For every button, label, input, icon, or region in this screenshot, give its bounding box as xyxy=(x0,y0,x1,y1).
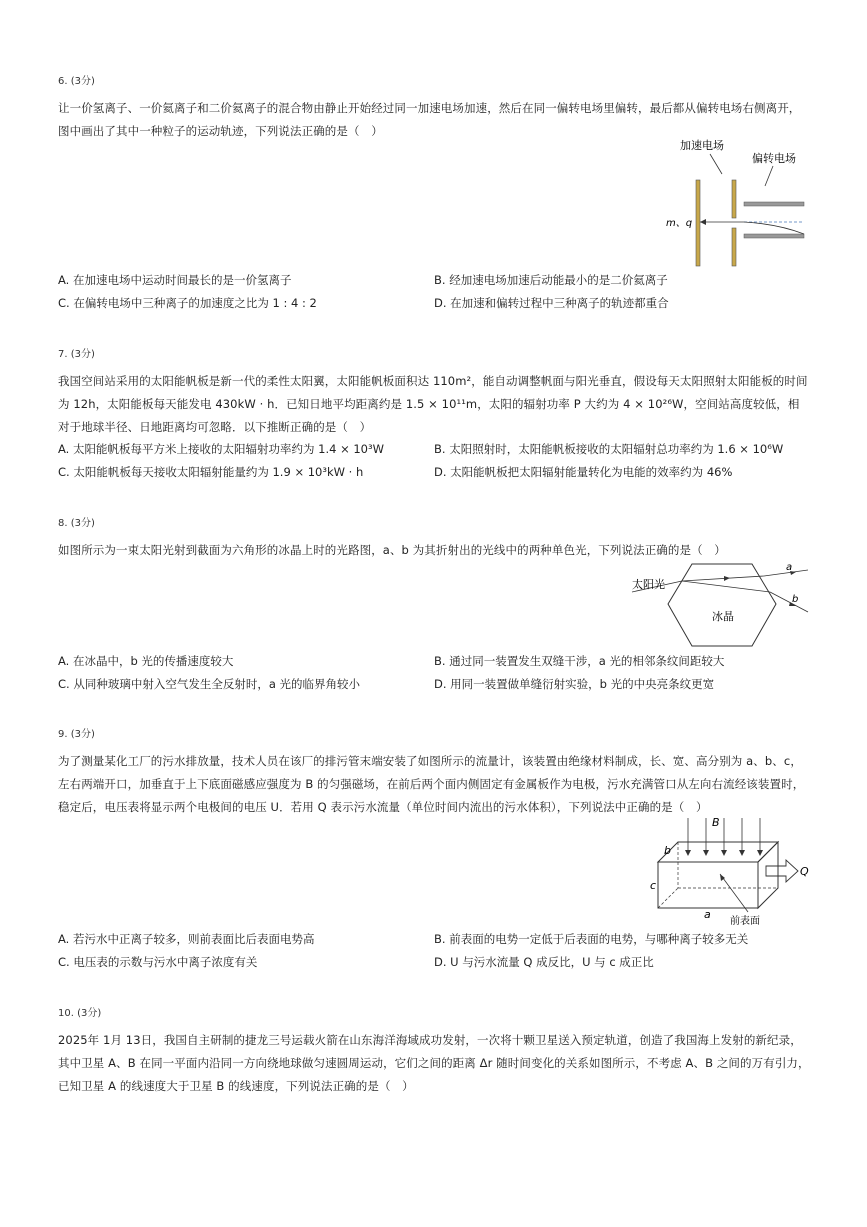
label-front: 前表面 xyxy=(730,916,760,927)
label-ice: 冰晶 xyxy=(712,610,734,623)
question-stem: 如图所示为一束太阳光射到截面为六角形的冰晶上时的光路图，a、b 为其折射出的光线中的两种单色光，下列说法正确的是（ ） xyxy=(58,543,726,557)
question-9 xyxy=(58,725,818,819)
option-d[interactable]: D. 在加速和偏转过程中三种离子的轨迹都重合 xyxy=(434,296,669,310)
question-score: (3分) xyxy=(70,518,95,529)
question-score: (3分) xyxy=(77,1008,102,1019)
question-stem: 2025年 1月 13日，我国自主研制的捷龙三号运载火箭在山东海洋海域成功发射，一次将十颗卫星送入预定轨道，创造了我国海上发射的新纪录，其中卫星 A、B 在同一平面内沿同一方向绕地球做匀速圆周运动，它们之间的距离 Δr 随时间变化的关系如图所示，不考虑 A、B 之间的万有引力，已知卫星 A 的线速度大于卫星 B 的线速度，下列说法正确的是（ ） xyxy=(58,1033,810,1093)
label-b: b xyxy=(664,844,671,857)
question-score: (3分) xyxy=(70,729,95,740)
option-c[interactable]: C. 电压表的示数与污水中离子浓度有关 xyxy=(58,955,258,969)
question-7 xyxy=(58,345,818,439)
question-score: (3分) xyxy=(70,349,95,360)
option-d[interactable]: D. 太阳能帆板把太阳辐射能量转化为电能的效率约为 46% xyxy=(434,465,733,479)
option-a[interactable]: A. 若污水中正离子较多，则前表面比后表面电势高 xyxy=(58,932,315,946)
question-stem: 我国空间站采用的太阳能帆板是新一代的柔性太阳翼，太阳能帆板面积达 110m²，能自动调整帆面与阳光垂直，假设每天太阳照射太阳能板的时间为 12h，太阳能板每天能发电 430kW · h．已知日地平均距离约是 1.5 × 10¹¹m，太阳的辐射功率 P 大约为 4 × 10²⁶W，空间站高度较低，相对于地球半径、日地距离均可忽略．以下推断正确的是（ ） xyxy=(58,374,808,434)
question-number: 9. xyxy=(58,729,68,740)
label-sunlight: 太阳光 xyxy=(632,578,665,591)
option-c[interactable]: C. 太阳能帆板每天接收太阳辐射能量约为 1.9 × 10³kW · h xyxy=(58,465,364,479)
question-number: 10. xyxy=(58,1008,74,1019)
question-number: 8. xyxy=(58,518,68,529)
question-stem: 让一价氢离子、一价氦离子和二价氦离子的混合物由静止开始经过同一加速电场加速，然后在同一偏转电场里偏转，最后都从偏转电场右侧离开，图中画出了其中一种粒子的运动轨迹，下列说法正确的是（ ） xyxy=(58,101,801,138)
option-b[interactable]: B. 经加速电场加速后动能最小的是二价氦离子 xyxy=(434,273,668,287)
question-stem: 为了测量某化工厂的污水排放量，技术人员在该厂的排污管末端安装了如图所示的流量计，该装置由绝缘材料制成，长、宽、高分别为 a、b、c，左右两端开口，加垂直于上下底面磁感应强度为 B 的匀强磁场，在前后两个面内侧固定有金属板作为电极，污水充满管口从左向右流经该装置时，稳定后，电压表将显示两个电极间的电压 U．若用 Q 表示污水流量（单位时间内流出的污水体积），下列说法中正确的是（ ） xyxy=(58,754,805,814)
question-8 xyxy=(58,514,818,562)
option-d[interactable]: D. U 与污水流量 Q 成反比，U 与 c 成正比 xyxy=(434,955,654,969)
label-Q: Q xyxy=(800,865,809,878)
option-a[interactable]: A. 在冰晶中，b 光的传播速度较大 xyxy=(58,654,234,668)
label-c: c xyxy=(650,879,657,892)
label-particle: m、q xyxy=(666,218,693,229)
label-a: a xyxy=(786,562,793,573)
label-b: b xyxy=(792,594,799,605)
question-number: 6. xyxy=(58,76,68,87)
question-score: (3分) xyxy=(70,76,95,87)
option-c[interactable]: C. 在偏转电场中三种离子的加速度之比为 1 : 4 : 2 xyxy=(58,296,317,310)
label-accel-field: 加速电场 xyxy=(680,139,724,152)
figure-flowmeter xyxy=(648,812,818,931)
question-number: 7. xyxy=(58,349,68,360)
option-d[interactable]: D. 用同一装置做单缝衍射实验，b 光的中央亮条纹更宽 xyxy=(434,677,715,691)
label-B: B xyxy=(712,816,720,829)
question-6 xyxy=(58,72,818,143)
option-c[interactable]: C. 从同种玻璃中射入空气发生全反射时，a 光的临界角较小 xyxy=(58,677,361,691)
option-a[interactable]: A. 在加速电场中运动时间最长的是一价氢离子 xyxy=(58,273,292,287)
option-b[interactable]: B. 前表面的电势一定低于后表面的电势，与哪种离子较多无关 xyxy=(434,932,749,946)
option-b[interactable]: B. 通过同一装置发生双缝干涉，a 光的相邻条纹间距较大 xyxy=(434,654,725,668)
label-deflect-field: 偏转电场 xyxy=(752,152,796,165)
figure-deflection xyxy=(660,136,810,275)
option-b[interactable]: B. 太阳照射时，太阳能帆板接收的太阳辐射总功率约为 1.6 × 10⁶W xyxy=(434,442,784,456)
label-a: a xyxy=(704,908,711,921)
question-10 xyxy=(58,1004,818,1098)
figure-ice-crystal xyxy=(630,556,815,655)
option-a[interactable]: A. 太阳能帆板每平方米上接收的太阳辐射功率约为 1.4 × 10³W xyxy=(58,442,384,456)
